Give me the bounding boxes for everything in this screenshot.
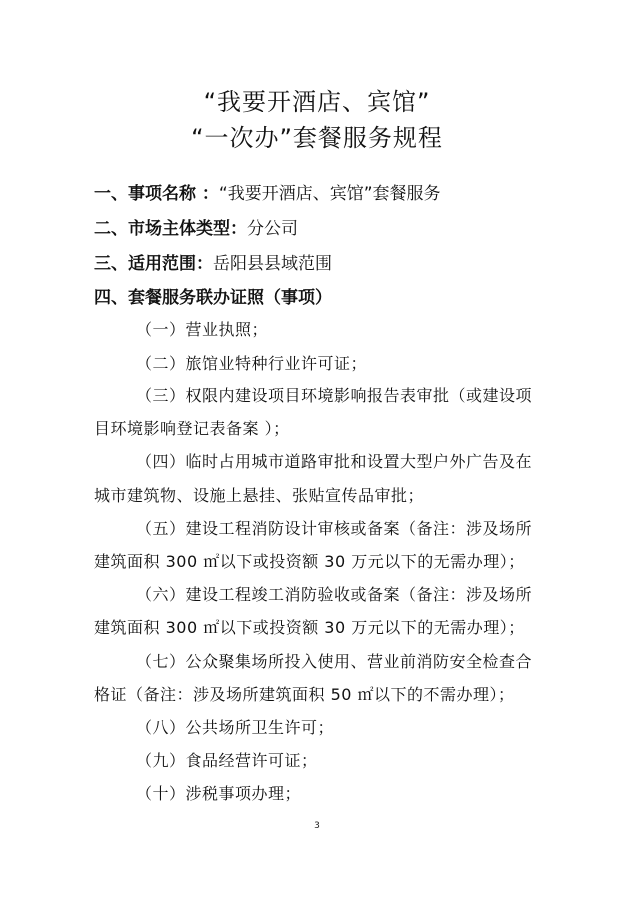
section-entity-type [94, 218, 298, 240]
list-item-2: （二）旅馆业特种行业许可证； [136, 354, 368, 373]
section-entity-type-label: 二、市场主体类型： [94, 219, 247, 239]
list-item-6-line-2: 建筑面积 300 ㎡以下或投资额 30 万元以下的无需办理）； [94, 618, 525, 637]
list-item-3-line-2: 目环境影响登记表备案 ）； [94, 419, 290, 438]
document-title-line-2: “一次办”套餐服务规程 [191, 124, 443, 152]
section-item-name-label: 一、事项名称 ： [94, 184, 219, 204]
section-item-name-value: “我要开酒店、宾馆”套餐服务 [218, 184, 441, 204]
list-item-4-line-1: （四）临时占用城市道路审批和设置大型户外广告及在 [136, 452, 533, 471]
section-scope [94, 253, 332, 275]
list-item-10: （十）涉税事项办理； [136, 784, 302, 803]
section-joint-licenses [94, 287, 332, 309]
page-number: 3 [314, 821, 320, 831]
list-item-8: （八）公共场所卫生许可； [136, 718, 335, 737]
list-item-9: （九）食品经营许可证； [136, 751, 318, 770]
section-scope-label: 三、适用范围： [94, 254, 213, 274]
document-title-line-1: “我要开酒店、宾馆” [203, 88, 431, 116]
list-item-5-line-1: （五）建设工程消防设计审核或备案（备注：涉及场所 [136, 519, 533, 538]
list-item-1: （一）营业执照； [136, 320, 269, 339]
list-item-7-line-1: （七）公众聚集场所投入使用、营业前消防安全检查合 [136, 652, 533, 671]
list-item-5-line-2: 建筑面积 300 ㎡以下或投资额 30 万元以下的无需办理）； [94, 552, 525, 571]
list-item-3-line-1: （三）权限内建设项目环境影响报告表审批（或建设项 [136, 386, 533, 405]
section-scope-value: 岳阳县县域范围 [213, 254, 332, 274]
list-item-4-line-2: 城市建筑物、设施上悬挂、张贴宣传品审批； [94, 486, 425, 505]
section-joint-licenses-label: 四、套餐服务联办证照（事项） [94, 288, 332, 308]
section-entity-type-value: 分公司 [247, 219, 298, 239]
list-item-6-line-1: （六）建设工程竣工消防验收或备案（备注：涉及场所 [136, 585, 533, 604]
section-item-name [94, 183, 441, 205]
list-item-7-line-2: 格证（备注：涉及场所建筑面积 50 ㎡以下的不需办理）； [94, 685, 515, 704]
